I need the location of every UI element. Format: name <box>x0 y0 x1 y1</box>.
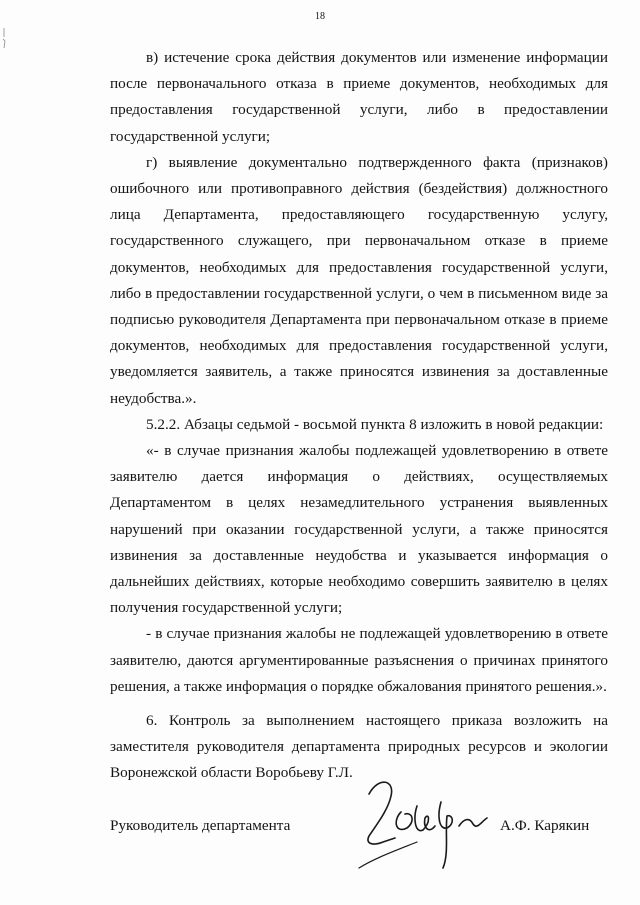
page-number: 18 <box>315 11 325 22</box>
paragraph-quote-2: - в случае признания жалобы не подлежащей удовлетворению в ответе заявителю, даются аргументированные разъяснения о причинах принятого решения, а также информация о порядке обжалования принятого решения.». <box>110 625 608 695</box>
paragraph-item-v: в) истечение срока действия документов или изменение информации после первоначального отказа в приеме документов, необходимых для предоставления государственной услуги, либо в предоставлении государственной услуги; <box>110 49 608 145</box>
paragraph-item-6: 6. Контроль за выполнением настоящего приказа возложить на заместителя руководителя департамента природных ресурсов и экологии Воронежской области Воробьеву Г.Л. <box>110 712 608 782</box>
signatory-name: А.Ф. Карякин <box>500 817 590 834</box>
handwritten-signature <box>355 772 495 872</box>
scan-edge-mark <box>2 28 6 48</box>
paragraph-item-g: г) выявление документально подтвержденного факта (признаков) ошибочного или противоправного действия (бездействия) должностного лица Департамента, предоставляющего государственную услугу, государственного служащего, при первоначальном отказе в приеме документов, необходимых для предоставления государственной услуги, либо в предоставлении государственной услуги, о чем в письменном виде за подписью руководителя Департамента при первоначальном отказе в приеме документов, необходимых для предоставления государственной услуги, уведомляется заявитель, а также приносятся извинения за доставленные неудобства.». <box>110 153 608 407</box>
document-body <box>110 45 608 787</box>
paragraph-quote-1: «- в случае признания жалобы подлежащей удовлетворению в ответе заявителю дается информация о действиях, осуществляемых Департаментом в целях незамедлительного устранения выявленных нарушений при оказании государственной услуги, а также приносятся извинения за доставленные неудобства и указывается информация о дальнейших действиях, которые необходимо совершить заявителю в целях получения государственной услуги; <box>110 442 608 617</box>
signatory-title: Руководитель департамента <box>110 817 291 834</box>
paragraph-clause-5-2-2: 5.2.2. Абзацы седьмой - восьмой пункта 8 изложить в новой редакции: <box>146 415 604 433</box>
